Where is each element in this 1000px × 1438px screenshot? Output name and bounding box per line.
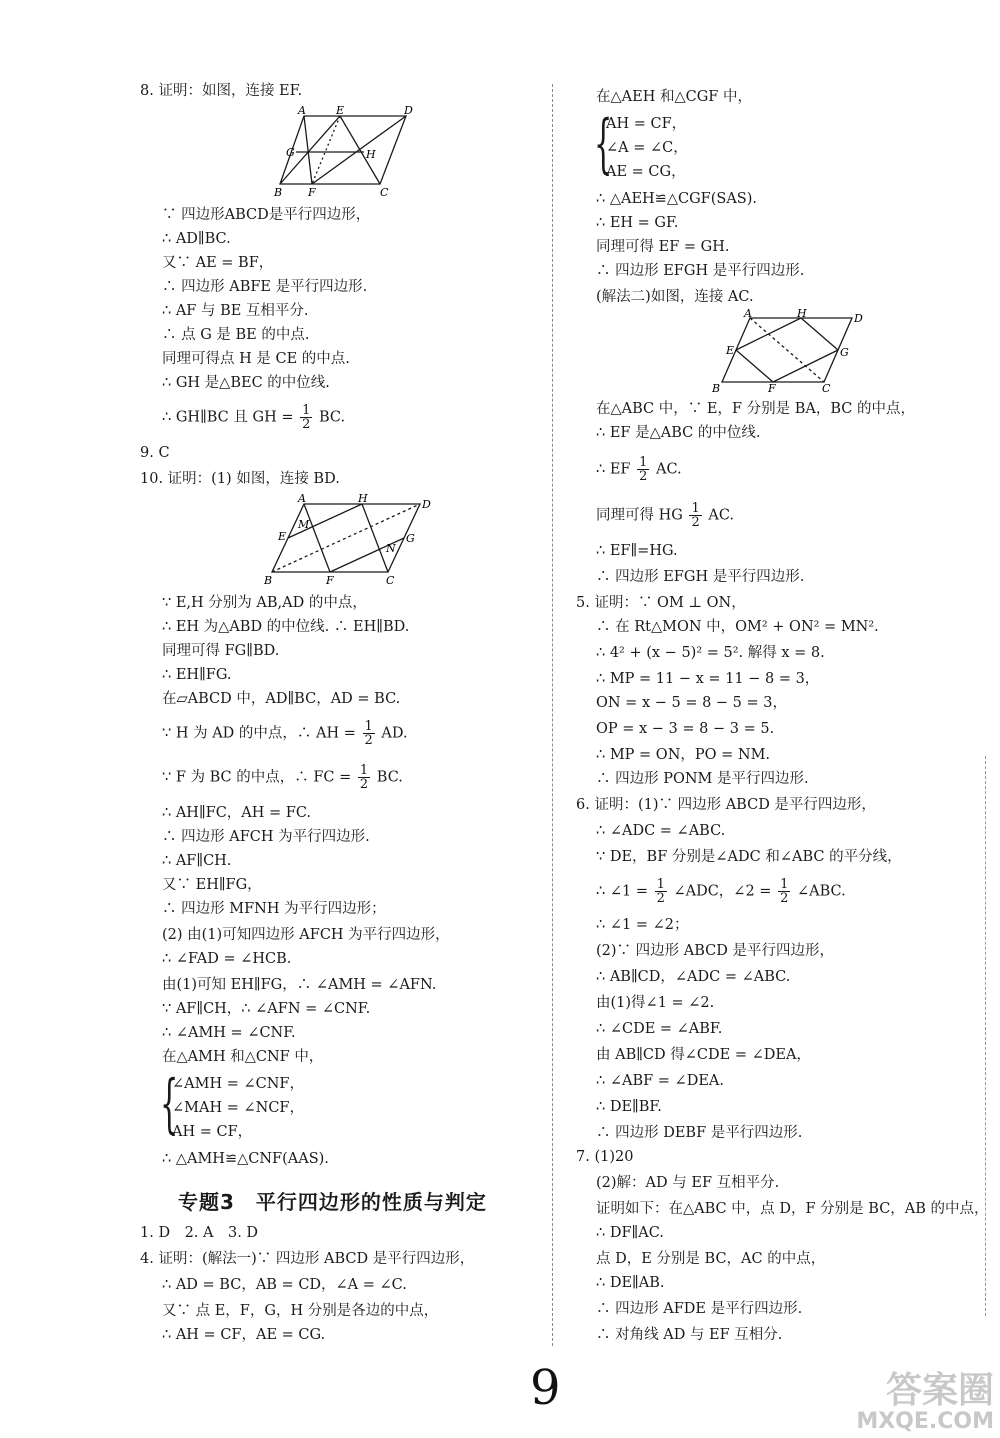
p5-line-1: ∴ 在 Rt△MON 中，OM² + ON² = MN².	[596, 619, 879, 635]
p6-line-b5: 由 AB∥CD 得∠CDE = ∠DEA，	[596, 1047, 811, 1063]
figure-problem-8	[272, 104, 422, 200]
fraction-denominator: 2	[359, 777, 369, 792]
fig4-label-d: D	[854, 312, 863, 325]
r-line-a0: ∴ △AEH≌△CGF(SAS).	[596, 191, 757, 207]
r-hg-pre: 同理可得 HG	[596, 507, 683, 524]
fig8-label-a: A	[298, 104, 306, 117]
p5-line-0: 5. 证明：∵ OM ⊥ ON，	[576, 595, 746, 611]
p6-line-a0: 6. 证明：(1)∵ 四边形 ABCD 是平行四边形，	[576, 797, 876, 813]
fig10-label-m: M	[298, 518, 310, 531]
fig10-label-e: E	[278, 530, 287, 543]
fig10-label-c: C	[386, 574, 395, 587]
p10-frac-line-1	[162, 720, 408, 747]
p10-line-a3: ∴ EH∥FG.	[162, 667, 232, 683]
fraction-half	[778, 878, 790, 905]
r-line-b1: ∴ 四边形 EFGH 是平行四边形.	[596, 569, 805, 585]
r-line-a2: 同理可得 EF = GH.	[596, 239, 730, 255]
p6-line-b7: ∴ DE∥BF.	[596, 1099, 662, 1115]
fig4-label-a: A	[744, 308, 752, 320]
p4-line-2: 又∵ 点 E，F，G，H 分别是各边的中点，	[162, 1303, 439, 1319]
p10-line-b5: (2) 由(1)可知四边形 AFCH 为平行四边形，	[162, 927, 450, 943]
p10-line-b0: ∴ AH∥FC，AH = FC.	[162, 805, 312, 821]
fig10-label-a: A	[298, 492, 306, 505]
p10-frac2-post: BC.	[376, 769, 403, 786]
figure-problem-10	[262, 492, 432, 588]
fraction-half	[637, 456, 649, 483]
p10-brace-2: AH = CF，	[172, 1124, 253, 1140]
right-margin-mark	[985, 756, 986, 1316]
figure-problem-4	[706, 308, 868, 394]
p8-line-7: ∴ GH 是△BEC 的中位线.	[162, 375, 330, 391]
p5-line-5: OP = x − 3 = 8 − 3 = 5.	[596, 721, 775, 737]
p8-last-line	[162, 404, 345, 431]
fraction-denominator: 2	[364, 733, 373, 748]
p10-line-b6: ∴ ∠FAD = ∠HCB.	[162, 951, 292, 967]
problem-8-heading: 8. 证明：如图，连接 EF.	[140, 83, 303, 99]
fraction-half	[363, 720, 375, 747]
watermark-line-2: MXQE.COM	[856, 1409, 994, 1434]
fig8-label-d: D	[404, 104, 413, 117]
fig10-label-b: B	[264, 574, 273, 587]
p5-line-7: ∴ 四边形 PONM 是平行四边形.	[596, 771, 809, 787]
r-mid-1: 在△ABC 中，∵ E，F 分别是 BA，BC 的中点，	[596, 401, 915, 417]
r-hg-post: AC.	[708, 507, 735, 524]
p10-line-a2: 同理可得 FG∥BD.	[162, 643, 280, 659]
right-brace-1: ∠A = ∠C，	[606, 140, 688, 156]
p4-line-3: ∴ AH = CF，AE = CG.	[162, 1327, 326, 1343]
p8-line-4: ∴ AF 与 BE 互相平分.	[162, 303, 309, 319]
p6-frac-line	[596, 878, 846, 905]
p10-line-b3: 又∵ EH∥FG，	[162, 877, 262, 893]
p6-line-b0: ∴ ∠1 = ∠2；	[596, 917, 689, 933]
p5-line-2: ∴ 4² + (x − 5)² = 5². 解得 x = 8.	[596, 645, 825, 661]
p10-line-b2: ∴ AF∥CH.	[162, 853, 232, 869]
fig10-label-d: D	[422, 498, 431, 511]
r-line-b0: ∴ EF∥=HG.	[596, 543, 678, 559]
fraction-denominator: 2	[639, 469, 648, 484]
p10-line-b9: ∴ ∠AMH = ∠CNF.	[162, 1025, 296, 1041]
p5-line-6: ∴ MP = ON，PO = NM.	[596, 747, 771, 763]
p10-end: ∴ △AMH≌△CNF(AAS).	[162, 1151, 329, 1167]
r-mid-2: ∴ EF 是△ABC 的中位线.	[596, 425, 761, 441]
fraction-numerator: 1	[359, 763, 369, 778]
fig4-label-g: G	[840, 346, 849, 359]
r-ef-pre: ∴ EF	[596, 461, 631, 478]
fig10-label-n: N	[386, 542, 396, 555]
right-brace-2: AE = CG，	[606, 164, 686, 180]
p5-line-3: ∴ MP = 11 − x = 11 − 8 = 3，	[596, 671, 820, 687]
fraction-numerator: 1	[302, 403, 311, 418]
fraction-half	[689, 502, 701, 529]
p10-line-b10: 在△AMH 和△CNF 中，	[162, 1049, 324, 1065]
p10-line-b8: ∵ AF∥CH，∴ ∠AFN = ∠CNF.	[162, 1001, 371, 1017]
fig8-label-c: C	[380, 186, 389, 199]
fraction-numerator: 1	[364, 719, 373, 734]
p6-line-b6: ∴ ∠ABF = ∠DEA.	[596, 1073, 724, 1089]
fig10-label-h: H	[358, 492, 368, 505]
p7-line-7: ∴ 对角线 AD 与 EF 互相分.	[596, 1327, 783, 1343]
fraction-half	[300, 404, 312, 431]
p10-line-a4: 在▱ABCD 中，AD∥BC，AD = BC.	[162, 691, 401, 707]
p7-line-0: 7. (1)20	[576, 1149, 634, 1165]
p7-line-3: ∴ DF∥AC.	[596, 1225, 664, 1241]
p8-line-3: ∴ 四边形 ABFE 是平行四边形.	[162, 279, 368, 295]
fig4-label-b: B	[712, 382, 721, 394]
p10-frac1-pre: ∵ H 为 AD 的中点，∴ AH =	[162, 725, 356, 742]
section-title: 专题3 平行四边形的性质与判定	[178, 1190, 487, 1214]
p6-frac-a: ∴ ∠1 =	[596, 883, 648, 900]
p10-brace-0: ∠AMH = ∠CNF，	[172, 1076, 304, 1092]
r-line-a4: (解法二)如图，连接 AC.	[596, 289, 754, 305]
fig8-label-b: B	[274, 186, 283, 199]
r-line-a3: ∴ 四边形 EFGH 是平行四边形.	[596, 263, 805, 279]
fraction-half	[655, 878, 667, 905]
fraction-numerator: 1	[780, 877, 789, 892]
p10-brace-1: ∠MAH = ∠NCF，	[172, 1100, 304, 1116]
watermark-logo	[856, 1372, 994, 1434]
fraction-numerator: 1	[639, 455, 648, 470]
fraction-half	[358, 764, 370, 791]
p10-line-b4: ∴ 四边形 MFNH 为平行四边形；	[162, 901, 386, 917]
fig8-label-g: G	[286, 146, 295, 159]
fraction-denominator: 2	[302, 417, 311, 432]
p10-frac1-post: AD.	[381, 725, 408, 742]
fig8-label-f: F	[308, 186, 316, 199]
fig8-label-h: H	[366, 148, 376, 161]
fraction-denominator: 2	[780, 891, 789, 906]
p6-line-b2: ∴ AB∥CD，∠ADC = ∠ABC.	[596, 969, 791, 985]
p10-frac2-pre: ∵ F 为 BC 的中点，∴ FC =	[162, 769, 352, 786]
fraction-numerator: 1	[691, 501, 700, 516]
fig4-label-e: E	[726, 344, 735, 357]
p6-line-b3: 由(1)得∠1 = ∠2.	[596, 995, 715, 1011]
r-ef-line	[596, 456, 682, 483]
fraction-denominator: 2	[691, 515, 700, 530]
p8-last-post: BC.	[318, 409, 346, 426]
p4-line-1: ∴ AD = BC，AB = CD，∠A = ∠C.	[162, 1277, 407, 1293]
p6-line-a1: ∴ ∠ADC = ∠ABC.	[596, 823, 726, 839]
p8-line-0: ∵ 四边形ABCD是平行四边形，	[162, 207, 371, 223]
p6-line-b4: ∴ ∠CDE = ∠ABF.	[596, 1021, 723, 1037]
p6-frac-b: ∠ADC，∠2 =	[673, 883, 772, 900]
p10-line-a1: ∴ EH 为△ABD 的中位线. ∴ EH∥BD.	[162, 619, 410, 635]
p6-frac-c: ∠ABC.	[796, 883, 846, 900]
right-brace-0: AH = CF，	[606, 116, 687, 132]
p8-line-5: ∴ 点 G 是 BE 的中点.	[162, 327, 310, 343]
p6-line-b1: (2)∵ 四边形 ABCD 是平行四边形，	[596, 943, 834, 959]
p10-line-b1: ∴ 四边形 AFCH 为平行四边形.	[162, 829, 370, 845]
fraction-numerator: 1	[656, 877, 665, 892]
right-heading: 在△AEH 和△CGF 中，	[596, 89, 752, 105]
p10-frac-line-2	[162, 764, 403, 791]
watermark-line-1: 答案圈	[885, 1370, 994, 1411]
fig4-label-c: C	[822, 382, 831, 394]
page-number: 9	[530, 1360, 561, 1416]
p7-line-6: ∴ 四边形 AFDE 是平行四边形.	[596, 1301, 803, 1317]
p10-line-b7: 由(1)可知 EH∥FG，∴ ∠AMH = ∠AFN.	[162, 977, 437, 993]
problems-1-3: 1. D 2. A 3. D	[140, 1225, 259, 1241]
problem-9: 9. C	[140, 445, 170, 461]
r-ef-post: AC.	[655, 461, 682, 478]
r-line-a1: ∴ EH = GF.	[596, 215, 679, 231]
p7-line-1: (2)解：AD 与 EF 互相平分.	[596, 1175, 780, 1191]
p7-line-4: 点 D，E 分别是 BC，AC 的中点，	[596, 1251, 826, 1267]
column-divider	[552, 84, 553, 1346]
p6-line-a2: ∵ DE，BF 分别是∠ADC 和∠ABC 的平分线，	[596, 849, 902, 865]
r-hg-line	[596, 502, 734, 529]
fig10-label-g: G	[406, 532, 415, 545]
p4-line-0: 4. 证明：(解法一)∵ 四边形 ABCD 是平行四边形，	[140, 1251, 475, 1267]
fig4-label-h: H	[797, 308, 807, 320]
p8-last-pre: ∴ GH∥BC 且 GH =	[162, 409, 294, 426]
fraction-denominator: 2	[656, 891, 665, 906]
problem-10-heading: 10. 证明：(1) 如图，连接 BD.	[140, 471, 340, 487]
p8-line-6: 同理可得点 H 是 CE 的中点.	[162, 351, 350, 367]
p5-line-4: ON = x − 5 = 8 − 5 = 3，	[596, 695, 787, 711]
fig10-label-f: F	[326, 574, 334, 587]
left-brace: {	[160, 1067, 179, 1141]
fig8-label-e: E	[336, 104, 345, 117]
p8-line-2: 又∵ AE = BF，	[162, 255, 274, 271]
p8-line-1: ∴ AD∥BC.	[162, 231, 231, 247]
p6-line-b8: ∴ 四边形 DEBF 是平行四边形.	[596, 1125, 803, 1141]
fig4-label-f: F	[768, 382, 776, 394]
p10-line-a0: ∵ E,H 分别为 AB,AD 的中点，	[162, 595, 367, 611]
left-brace: {	[594, 107, 613, 181]
p7-line-2: 证明如下：在△ABC 中，点 D，F 分别是 BC，AB 的中点，	[596, 1201, 989, 1217]
p7-line-5: ∴ DE∥AB.	[596, 1275, 665, 1291]
